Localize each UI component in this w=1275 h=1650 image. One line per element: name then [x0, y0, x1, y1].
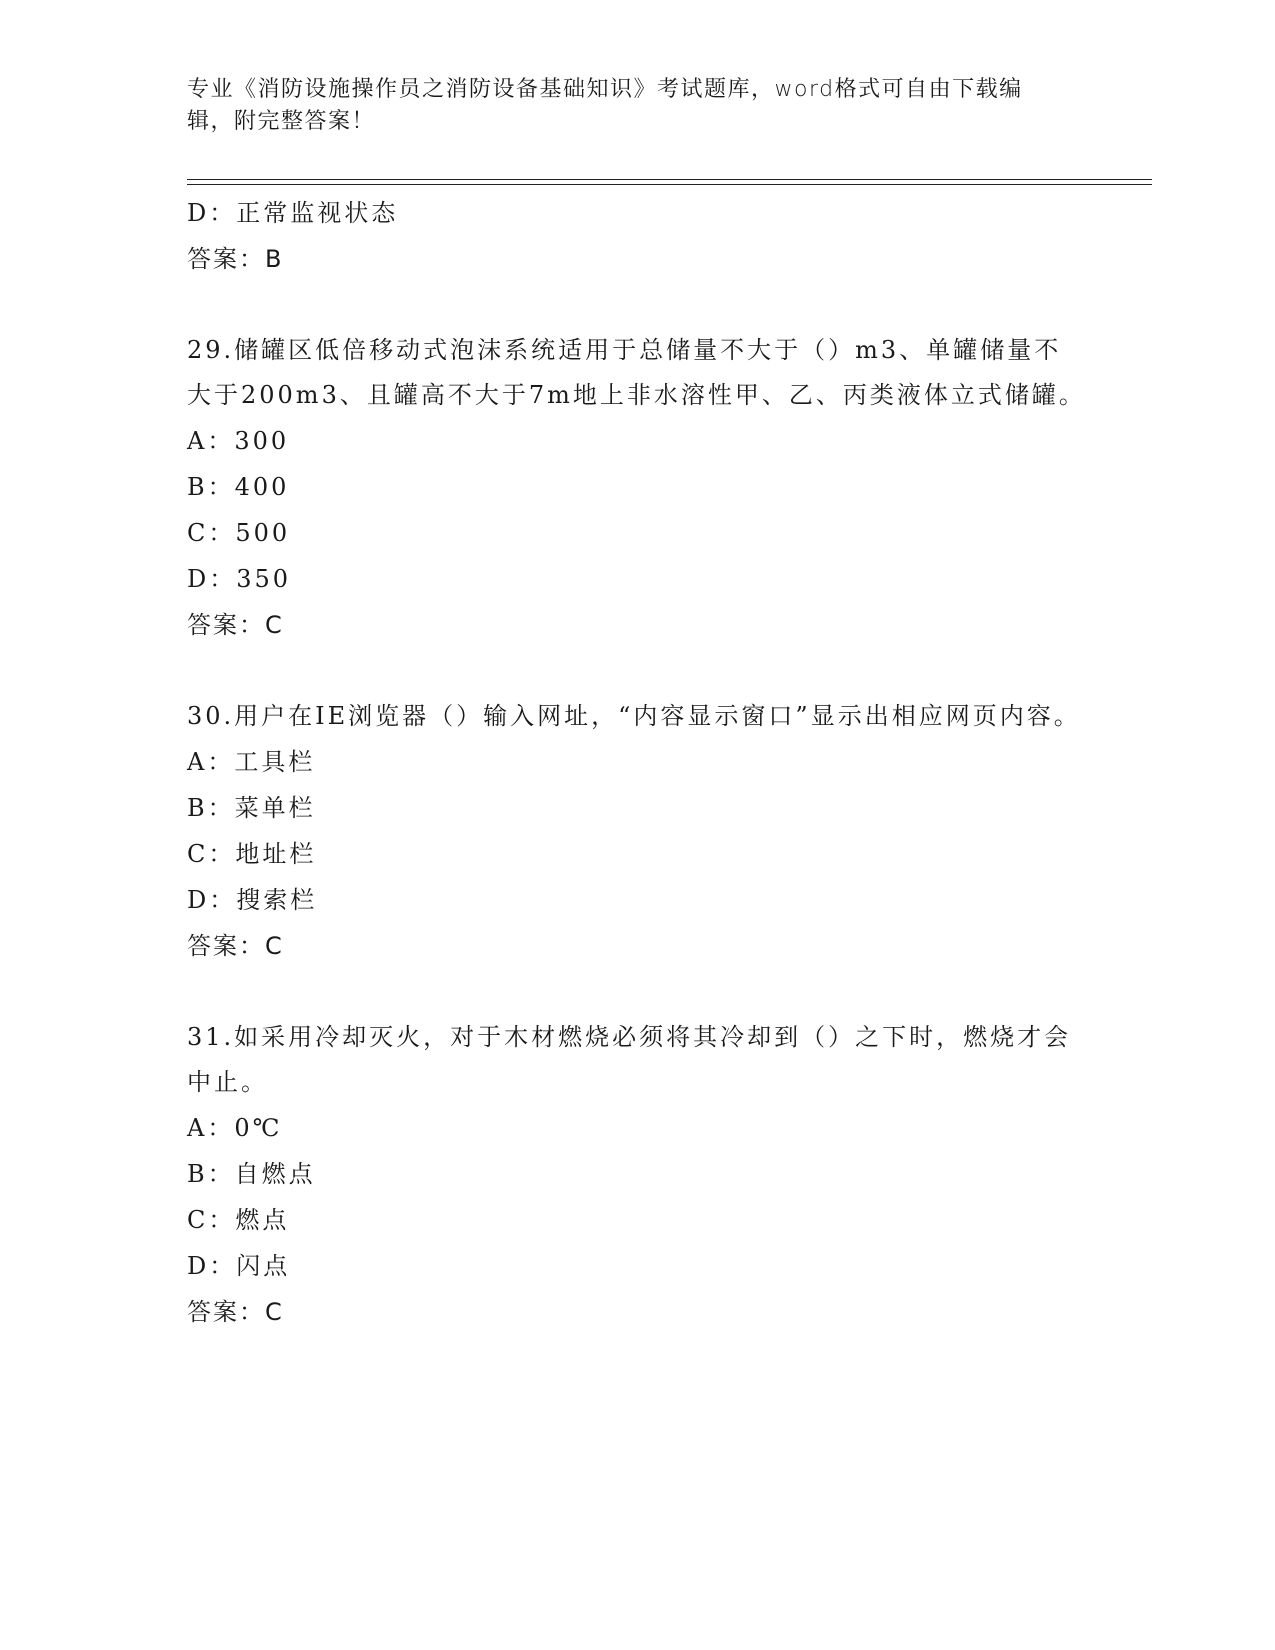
header-divider-bottom: [187, 184, 1152, 185]
option-c: C：燃点: [187, 1206, 290, 1234]
question-stem: 30.用户在IE浏览器（）输入网址，“内容显示窗口”显示出相应网页内容。: [187, 702, 1081, 730]
document-header: 专业《消防设施操作员之消防设备基础知识》考试题库，word格式可自由下载编辑，附完整答案！: [187, 77, 1023, 134]
option-d: D：搜索栏: [187, 886, 318, 914]
header-divider-top: [187, 179, 1152, 180]
option-a: A：工具栏: [187, 748, 316, 776]
option-c: C：500: [187, 519, 291, 547]
question-31: [187, 1015, 1087, 1335]
question-answer: 答案：C: [187, 1298, 284, 1326]
option-a: A：0℃: [187, 1114, 283, 1142]
prev-question-option-d: D：正常监视状态: [187, 199, 399, 227]
option-c: C：地址栏: [187, 840, 317, 868]
question-stem: 29.储罐区低倍移动式泡沫系统适用于总储量不大于（）m3、单罐储量不大于200m3、且罐高不大于7m地上非水溶性甲、乙、丙类液体立式储罐。: [187, 336, 1086, 409]
question-answer: 答案：C: [187, 611, 284, 639]
question-content: [187, 190, 1087, 1335]
question-30: [187, 694, 1087, 969]
option-b: B：菜单栏: [187, 794, 316, 822]
prev-question-answer: 答案：B: [187, 245, 284, 273]
question-answer: 答案：C: [187, 932, 284, 960]
option-b: B：自燃点: [187, 1160, 316, 1188]
option-b: B：400: [187, 473, 290, 501]
option-d: D：闪点: [187, 1252, 291, 1280]
option-a: A：300: [187, 427, 290, 455]
option-d: D：350: [187, 565, 292, 593]
question-stem: 31.如采用冷却灭火，对于木材燃烧必须将其冷却到（）之下时，燃烧才会中止。: [187, 1023, 1072, 1096]
question-29: [187, 328, 1087, 648]
